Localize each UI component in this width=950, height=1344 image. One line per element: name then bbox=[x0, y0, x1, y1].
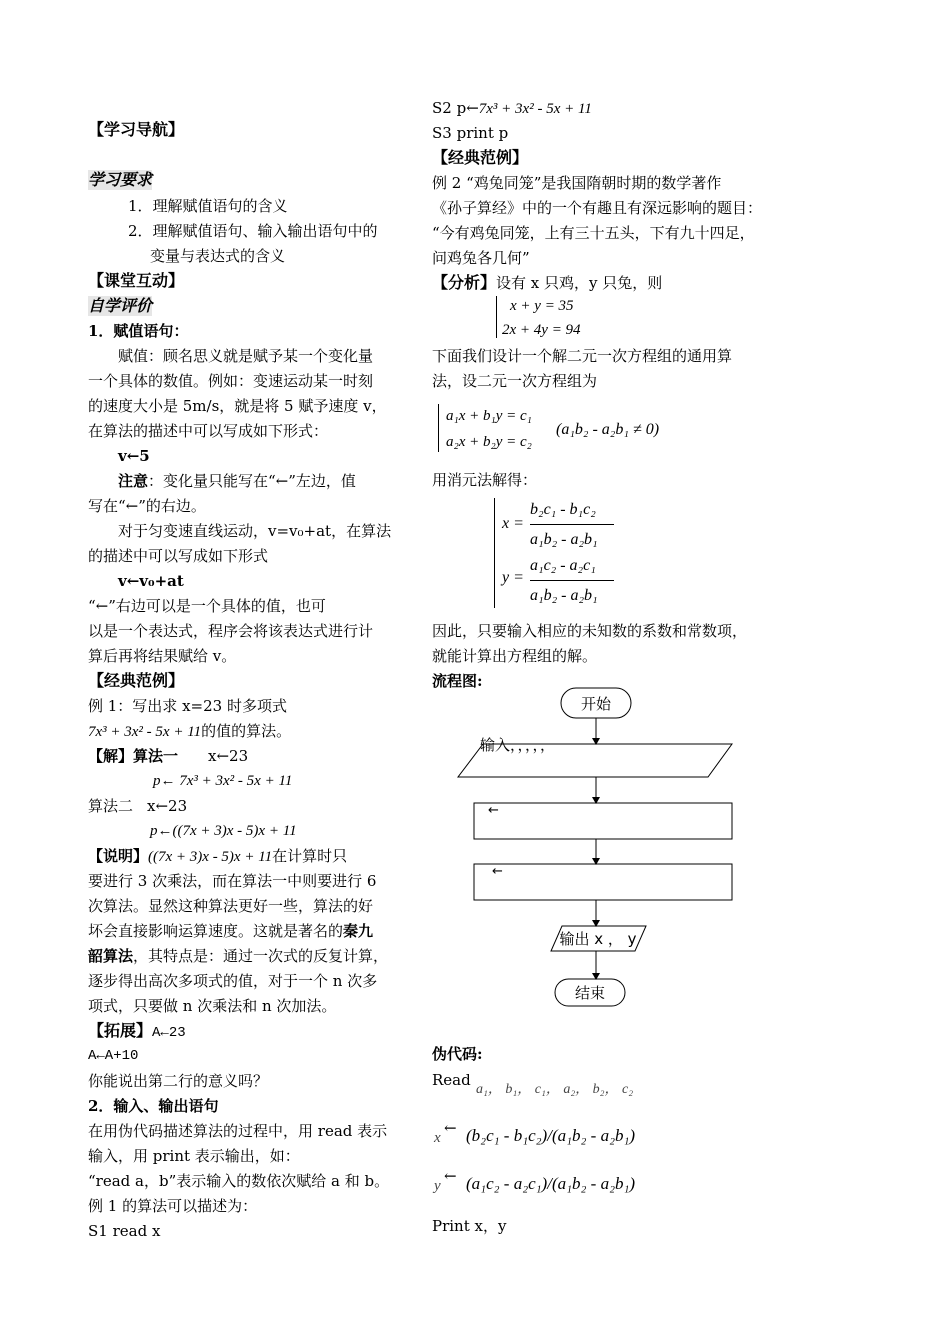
example-title-2: 【经典范例】 bbox=[432, 148, 529, 167]
explain-bold1: 秦九 bbox=[343, 922, 374, 940]
pseudo-read-vars: a₁， b₁， c₁， a₂， b₂， c₂ bbox=[476, 1082, 634, 1097]
section2-title: 2．输入、输出语句 bbox=[88, 1097, 219, 1115]
nav-title: 【学习导航】 bbox=[88, 120, 185, 139]
pseudo-x-arrow: ← bbox=[444, 1119, 457, 1137]
solution-x-fraction-bar bbox=[530, 524, 614, 525]
step-s1: S1 read x bbox=[88, 1222, 161, 1240]
example1-line2 bbox=[88, 721, 291, 742]
explain-label: 【说明】 bbox=[88, 847, 149, 865]
pseudo-print: Print x，y bbox=[432, 1217, 507, 1235]
flow-arrowhead-5 bbox=[592, 973, 600, 980]
example1-poly: 7x³ + 3x² - 5x + 11 bbox=[88, 724, 202, 740]
extension-line1 bbox=[88, 1021, 186, 1043]
flow-process-1-arrow: ← bbox=[488, 803, 499, 818]
example2-line3: “今有鸡兔同笼，上有三十五头，下有九十四足， bbox=[432, 224, 755, 242]
solution-brace bbox=[494, 498, 495, 608]
step-s2-label: S2 p← bbox=[432, 99, 479, 117]
pseudo-y-expr: (a₁c₂ - a₂c₁)/(a₁b₂ - a₂b₁) bbox=[466, 1174, 636, 1193]
general-line1: 下面我们设计一个解二元一次方程组的通用算 bbox=[432, 347, 733, 365]
note-line2: 写在“←”的右边。 bbox=[88, 497, 206, 515]
elimination-text: 用消元法解得： bbox=[432, 471, 538, 489]
extension-question: 你能说出第二行的意义吗？ bbox=[88, 1072, 269, 1090]
flow-start-text: 开始 bbox=[580, 695, 612, 713]
example2-line2: 《孙子算经》中的一个有趣且有深远影响的题目： bbox=[432, 199, 763, 217]
alg2-line bbox=[88, 796, 187, 816]
alg2-p: p←((7x + 3)x - 5)x + 11 bbox=[150, 823, 297, 839]
io-line3: “read a，b”表示输入的数依次赋给 a 和 b。 bbox=[88, 1172, 390, 1190]
pseudo-x-var: x bbox=[434, 1130, 441, 1146]
system-brace bbox=[496, 296, 497, 338]
para1-line3: 的速度大小是 5m/s，就是将 5 赋予速度 v， bbox=[88, 397, 387, 415]
solution-y-label: y = bbox=[502, 569, 524, 586]
explain-bold2: 韶算法 bbox=[88, 947, 134, 965]
conclusion-line1: 因此，只要输入相应的未知数的系数和常数项， bbox=[432, 622, 748, 640]
para3-line3: 算后再将结果赋给 v。 bbox=[88, 647, 237, 665]
example2-line1: 例 2 “鸡兔同笼”是我国隋朝时期的数学著作 bbox=[432, 174, 722, 192]
example2-line4: 问鸡兔各几何” bbox=[432, 249, 530, 267]
requirement-2b: 变量与表达式的含义 bbox=[150, 247, 286, 265]
note-label: 注意 bbox=[118, 472, 149, 490]
explain-line4 bbox=[88, 921, 373, 941]
flow-input-text: 输入，，，，， bbox=[480, 736, 556, 754]
section1-title: 1．赋值语句： bbox=[88, 322, 189, 340]
solution-x-numerator: b₂c₁ - b₁c₂ bbox=[530, 501, 596, 518]
explain-text5: ，其特点是：通过一次式的反复计算， bbox=[133, 947, 389, 965]
note-line1 bbox=[118, 471, 356, 491]
example1-tail: 的值的算法。 bbox=[201, 722, 292, 740]
flow-output-parallelogram bbox=[551, 926, 646, 951]
general-system-brace bbox=[438, 404, 439, 452]
self-eval-title: 自学评价 bbox=[88, 296, 153, 315]
flow-output-text: 输出 x ， y bbox=[559, 930, 637, 948]
io-line4: 例 1 的算法可以描述为： bbox=[88, 1197, 258, 1215]
solution-x-denominator: a₁b₂ - a₂b₁ bbox=[530, 531, 598, 548]
flow-process-2 bbox=[474, 864, 732, 900]
requirement-1: 1．理解赋值语句的含义 bbox=[128, 197, 288, 215]
explain-line7: 项式，只要做 n 次乘法和 n 次加法。 bbox=[88, 997, 337, 1015]
solution-line1 bbox=[88, 746, 248, 766]
assign-example-2: v←v₀+at bbox=[118, 572, 184, 590]
para3-line1: “←”右边可以是一个具体的值，也可 bbox=[88, 597, 326, 615]
flow-arrowhead-2 bbox=[592, 797, 600, 804]
equation-2: 2x + 4y = 94 bbox=[502, 322, 581, 338]
flow-process-1 bbox=[474, 803, 732, 839]
solution-y-fraction-bar bbox=[530, 580, 614, 581]
flow-arrowhead-4 bbox=[592, 920, 600, 927]
alg2-label: 算法二 bbox=[88, 797, 134, 815]
requirement-2a: 2．理解赋值语句、输入输出语句中的 bbox=[128, 222, 378, 240]
para2-line1: 对于匀变速直线运动，v=v₀+at，在算法 bbox=[118, 522, 392, 540]
explain-expr: ((7x + 3)x - 5)x + 11 bbox=[148, 849, 273, 865]
explain-text4: 坏会直接影响运算速度。这就是著名的 bbox=[88, 922, 344, 940]
solution-label: 【解】算法一 bbox=[88, 747, 179, 765]
flow-arrowhead-1 bbox=[592, 738, 600, 745]
solution-y-numerator: a₁c₂ - a₂c₁ bbox=[530, 557, 596, 574]
explain-line5 bbox=[88, 946, 388, 966]
flow-end-text: 结束 bbox=[574, 984, 606, 1002]
note-text: ：变化量只能写在“←”左边，值 bbox=[148, 472, 356, 490]
condition: (a₁b₂ - a₂b₁ ≠ 0) bbox=[556, 421, 660, 438]
para1-line1: 赋值：顾名思义就是赋予某一个变化量 bbox=[118, 347, 374, 365]
pseudo-x-expr: (b₂c₁ - b₁c₂)/(a₁b₂ - a₂b₁) bbox=[466, 1126, 636, 1145]
solution-y-denominator: a₁b₂ - a₂b₁ bbox=[530, 587, 598, 604]
para1-line4: 在算法的描述中可以写成如下形式： bbox=[88, 422, 329, 440]
pseudo-y-arrow: ← bbox=[444, 1167, 457, 1185]
analysis-label: 【分析】 bbox=[432, 273, 497, 292]
flow-arrowhead-3 bbox=[592, 858, 600, 865]
explain-line2: 要进行 3 次乘法，而在算法一中则要进行 6 bbox=[88, 872, 377, 890]
analysis-text: 设有 x 只鸡，y 只兔，则 bbox=[496, 274, 663, 292]
assign-example-1: v←5 bbox=[118, 447, 150, 465]
flow-start-terminal bbox=[561, 688, 631, 718]
pseudo-y-var: y bbox=[434, 1178, 441, 1194]
explain-text1: 在计算时只 bbox=[272, 847, 348, 865]
conclusion-line2: 就能计算出方程组的解。 bbox=[432, 647, 598, 665]
example-title: 【经典范例】 bbox=[88, 671, 185, 690]
step-s2 bbox=[432, 98, 592, 119]
pseudo-read-label: Read bbox=[432, 1071, 471, 1089]
general-line2: 法，设二元一次方程组为 bbox=[432, 372, 598, 390]
explain-line1 bbox=[88, 846, 347, 867]
para2-line2: 的描述中可以写成如下形式 bbox=[88, 547, 269, 565]
example1-line1: 例 1：写出求 x=23 时多项式 bbox=[88, 697, 287, 715]
analysis-line bbox=[432, 273, 662, 293]
io-line1: 在用伪代码描述算法的过程中，用 read 表示 bbox=[88, 1122, 388, 1140]
flow-input-parallelogram bbox=[458, 744, 732, 777]
explain-line3: 次算法。显然这种算法更好一些，算法的好 bbox=[88, 897, 374, 915]
step-s3: S3 print p bbox=[432, 124, 509, 142]
class-title: 【课堂互动】 bbox=[88, 271, 185, 290]
extension-label: 【拓展】 bbox=[88, 1021, 153, 1040]
general-equation-1: a₁x + b₁y = c₁ bbox=[446, 408, 532, 424]
flowchart-label: 流程图: bbox=[432, 672, 483, 690]
io-line2: 输入，用 print 表示输出，如： bbox=[88, 1147, 300, 1165]
requirements-title: 学习要求 bbox=[88, 170, 153, 189]
alg2-x: x←23 bbox=[147, 797, 188, 815]
step-s2-expr: 7x³ + 3x² - 5x + 11 bbox=[478, 101, 592, 117]
para3-line2: 以是一个表达式，程序会将该表达式进行计 bbox=[88, 622, 374, 640]
equation-1: x + y = 35 bbox=[510, 298, 574, 314]
flow-process-2-arrow: ← bbox=[492, 864, 503, 879]
para1-line2: 一个具体的数值。例如：变速运动某一时刻 bbox=[88, 372, 374, 390]
solution-x: x←23 bbox=[208, 747, 249, 765]
extension-code2: A←A+10 bbox=[88, 1048, 139, 1064]
extension-code1: A←23 bbox=[152, 1025, 186, 1041]
solution-p1: p← 7x³ + 3x² - 5x + 11 bbox=[153, 773, 293, 789]
solution-x-label: x = bbox=[502, 515, 524, 532]
general-equation-2: a₂x + b₂y = c₂ bbox=[446, 434, 532, 450]
flow-end-terminal bbox=[555, 979, 625, 1006]
pseudocode-label: 伪代码: bbox=[432, 1045, 483, 1063]
explain-line6: 逐步得出高次多项式的值，对于一个 n 次多 bbox=[88, 972, 378, 990]
